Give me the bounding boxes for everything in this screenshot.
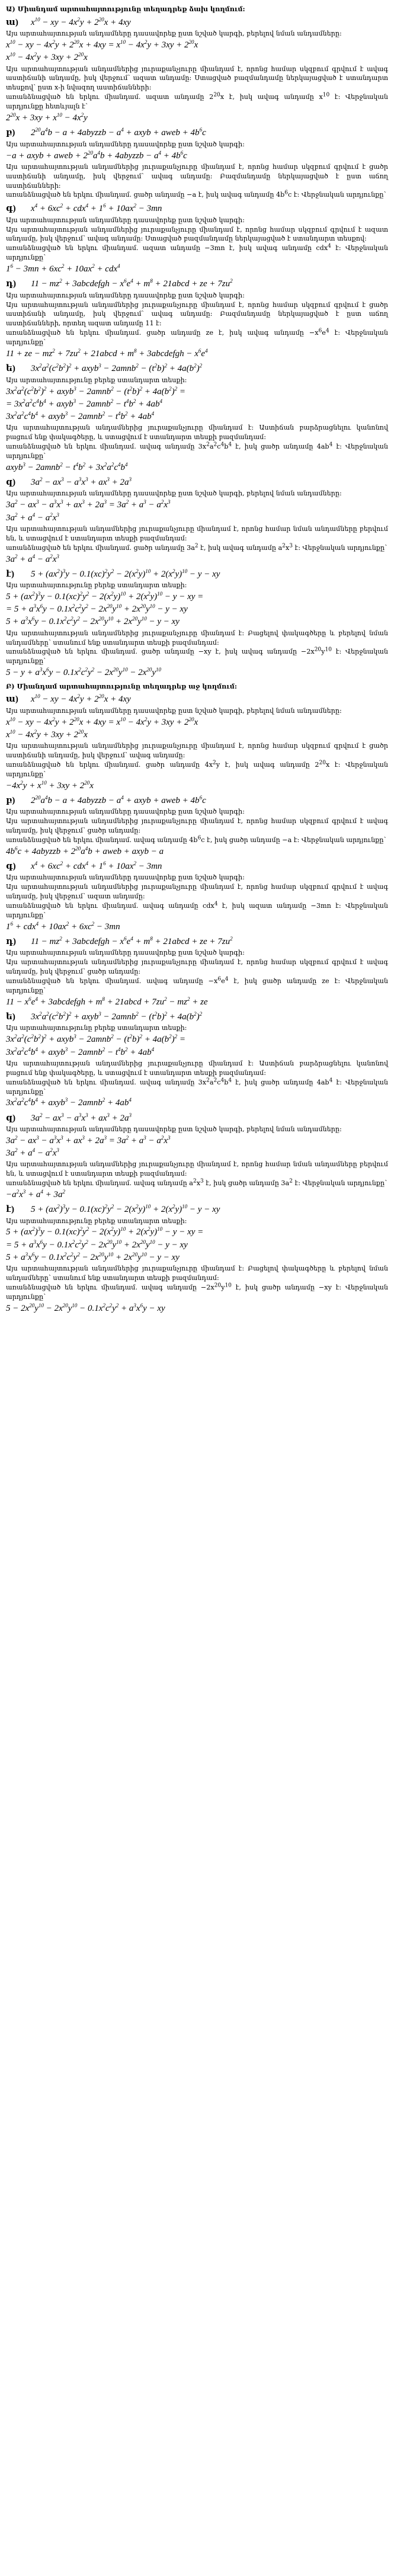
exercise-expression xyxy=(6,568,388,580)
solution-step: −a + axyb + aweb + $2^{20}a^4b$ + 4abyzzb − $a^4 + 4b^6c$ xyxy=(6,149,187,161)
exercise-label: բ) xyxy=(6,128,15,138)
final-result: $2^{20}x + 3xy + x^{10} - 4x^2y$ xyxy=(6,112,88,123)
explanation-text: Այս արտահայտության անդամներից յուրաքանչյուրը միանդամ է, որոնց համար սկզբում գրվում է ավագ աստիճանի անդամը, իսկ վերջում՝ ազատ անդամը: Ստացված բազմանդամը ներկայացված է ստանդարտ տեսքով՝ ըստ x-ի նվազող աստիճանների: xyxy=(6,65,388,92)
exercise-expression xyxy=(6,476,388,488)
final-result: $3x^2a^2c^4b^4$ + axyb$^3$ − 2amnb$^2$ + $4ab^4$ xyxy=(6,1097,132,1108)
solution-step: = $5 + a^3x^6y - 0.1x^2c^2y^2 - 2x^{20}y^{10} + 2x^{20}y^{10} - y$ − xy xyxy=(6,603,188,615)
explanation-text: Այս արտահայտության անդամներից յուրաքանչյուրը միանդամ է, որոնց համար նման անդամները բերվում են, և ստացվում է ստանդարտ տեսքի բազմանդամ: xyxy=(6,1160,388,1178)
explanation-text: Այս արտահայտության անդամներից յուրաքանչյուրը միանդամ է, որոնց համար սկզբում գրվում է ցածր աստիճանի անդամը, իսկ վերջում՝ ավագ անդամը: Բազմանդամը ներկայացված է ըստ աճող աստիճանների, որտեղ ազատ անդամը 11 է: xyxy=(6,300,388,328)
exercise-item xyxy=(6,693,388,792)
task-note: Այս արտահայտության անդամները դասավորեք ըստ նշված կարգի: xyxy=(6,873,245,882)
task-note: Այս արտահայտության անդամները դասավորեք ըստ նշված կարգի: xyxy=(6,949,245,957)
exercise-item xyxy=(6,1011,388,1109)
exercise-expression xyxy=(6,936,388,948)
exercise-expression xyxy=(6,1011,388,1023)
section xyxy=(6,682,388,1315)
exercise-label: գ) xyxy=(6,204,16,214)
expression-text: $3x^2a^2(c^2b^2)^2$ + axyb$^3$ − 2amnb$^2$ − $(t^2b)^2 + 4a(b^2)^2$ xyxy=(31,1011,203,1022)
exercise-expression xyxy=(6,363,388,375)
task-note: Այս արտահայտությունը բերեք ստանդարտ տեսքի: xyxy=(6,376,187,384)
task-note: Այս արտահայտության անդամները դասավորեք ըստ նշված կարգի, բերելով նման անդամները: xyxy=(6,1125,342,1133)
solution-step: = $5 + a^3x^6y - 0.1x^2c^2y^2 - 2x^{20}y^{10} + 2x^{20}y^{10} - y$ − xy xyxy=(6,1239,188,1250)
solution-step: $3x^2a^2c^4b^4$ + axyb$^3$ − 2amnb$^2$ − $t^4b^2 + 4ab^4$ xyxy=(6,1046,155,1057)
solution-step: $x^{10}$ − xy − $4x^2y + 2^{20}x + 4xy = x^{10} - 4x^2y + 3xy + 2^{20}x$ xyxy=(6,716,198,727)
solution-step: $5 + a^3x^6y - 0.1x^2c^2y^2 - 2x^{20}y^{10} + 2x^{20}y^{10} - y$ − xy xyxy=(6,1251,180,1262)
final-result: $11 - x^6e^4$ + 3abcdefgh + $m^8$ + 21abcd + $7zu^2 - mz^2$ + ze xyxy=(6,996,208,1007)
final-result: $-4x^2y + x^{10} + 3xy + 2^{20}x$ xyxy=(6,779,94,791)
exercise-item xyxy=(6,936,388,1008)
exercise-item xyxy=(6,1112,388,1201)
expression-text: $5 + (ax^2)^3y - 0.1(xc)^2y^2 - 2(x^2y)^{10} + 2(x^2y)^{10} - y$ − xy xyxy=(31,1204,220,1215)
final-result: $3a^2 + a^4 - a^2x^3$ xyxy=(6,553,59,564)
answer-note: առանձնացված են երկու միանդամ. ցածր անդամը $3a^2$ է, իսկ ավագ անդամը $a^2x^3$ է: Վերջնական արդյունքը՝ xyxy=(6,542,387,552)
exercise-expression xyxy=(6,693,388,705)
answer-note: առանձնացված են երկու միանդամ. ավագ անդամը $-x^6e^4$ է, իսկ ցածր անդամը ze է: Վերջնական արդյունքը՝ xyxy=(6,976,389,994)
solution-step: = $3x^2a^2c^4b^4$ + axyb$^3$ − 2amnb$^2$ − $t^4b^2 + 4ab^4$ xyxy=(6,398,163,409)
explanation-text: Այս արտահայտության անդամներից յուրաքանչյուրը միանդամ է: Բացելով փակագծերը և բերելով նման անդամները՝ ստանում ենք ստանդարտ տեսքի բազմանդամ: xyxy=(6,1265,388,1282)
exercise-label: դ) xyxy=(6,279,17,289)
exercise-label: դ) xyxy=(6,937,17,947)
final-result: $4b^6c$ + 4abyzzb + $2^{20}a^4b$ + aweb + axyb − a xyxy=(6,845,164,856)
answer-note: առանձնացված են երկու միանդամ. ազատ անդամը $2^{20}x$ է, իսկ ավագ անդամը $x^{10}$ է: Վերջնական արդյունքը հետևյալն է՝ xyxy=(6,92,389,111)
exercise-expression xyxy=(6,795,388,807)
answer-note: առանձնացված են երկու միանդամ. ավագ անդամը $4b^6c$ է, իսկ ցածր անդամը −a է: Վերջնական արդյունքը՝ xyxy=(6,835,386,844)
explanation-text: Այս արտահայտության անդամներից յուրաքանչյուրը միանդամ է, որոնց համար սկզբում գրվում է ցածր աստիճանի անդամը, իսկ վերջում՝ ավագ անդամը: xyxy=(6,742,388,759)
task-note: Այս արտահայտությունը բերեք ստանդարտ տեսքի: xyxy=(6,1024,187,1032)
exercise-label: է) xyxy=(6,569,14,579)
solution-step: $3x^2a^2(c^2b^2)^2$ + axyb$^3$ − 2amnb$^2$ − $(t^2b)^2 + 4a(b^2)^2$ = xyxy=(6,385,186,396)
exercise-expression xyxy=(6,1112,388,1124)
expression-text: $11 - mz^2$ + 3abcdefgh − $x^6e^4 + m^8$ + 21abcd + ze + $7zu^2$ xyxy=(31,936,233,947)
exercise-item xyxy=(6,860,388,933)
explanation-text: Այս արտահայտության անդամներից յուրաքանչյուրը միանդամ է, որոնց համար սկզբում գրվում է ազատ անդամը, իսկ վերջում՝ ավագ անդամը: Ստացված բազմանդամը ներկայացված է ստանդարտ տեսքով: xyxy=(6,225,388,243)
exercise-expression xyxy=(6,17,388,28)
explanation-text: Այս արտահայտության անդամներից յուրաքանչյուրը միանդամ է, որոնց համար սկզբում գրվում է ավագ անդամը, իսկ վերջում՝ ցածր անդամը: xyxy=(6,817,388,835)
task-note: Այս արտահայտությունը բերեք ստանդարտ տեսքի: xyxy=(6,581,187,589)
expression-text: $3a^2 - ax^3 - a^3x^3 + ax^3 + 2a^3$ xyxy=(31,476,132,488)
exercise-item xyxy=(6,203,388,275)
solution-step: $5 + (ax^2)^3y - 0.1(xc)^2y^2 - 2(x^2y)^{10} + 2(x^2y)^{10} - y$ − xy = xyxy=(6,590,204,601)
exercise-label: ա) xyxy=(6,17,18,27)
solution-step: $3a^2 - ax^3 - a^3x^3 + ax^3 + 2a^3 = 3a^2 + a^3 - a^2x^3$ xyxy=(6,499,171,510)
expression-text: $2^{20}a^4b - a$ + 4abyzzb − $a^4$ + axyb + aweb + $4b^6c$ xyxy=(31,127,206,138)
expression-text: $3x^2a^2(c^2b^2)^2$ + axyb$^3$ − 2amnb$^2$ − $(t^2b)^2 + 4a(b^2)^2$ xyxy=(31,363,203,374)
exercise-label: է) xyxy=(6,1205,14,1215)
solution-step: $x^{10}$ − xy − $4x^2y + 2^{20}x + 4xy = x^{10} - 4x^2y + 3xy + 2^{20}x$ xyxy=(6,39,198,50)
final-result: axyb$^3$ − 2amnb$^2$ − $t^4b^2 + 3x^2a^2c^4b^4$ xyxy=(6,461,128,472)
exercise-expression xyxy=(6,278,388,290)
solution-step: $x^{10} - 4x^2y + 3xy + 2^{20}x$ xyxy=(6,728,88,740)
answer-note: առանձնացված են երկու միանդամ. ավագ անդամը $3x^2a^2c^4b^4$ է, իսկ ցածր անդամը $4ab^4$ է: Վերջնական արդյունքը՝ xyxy=(6,441,388,460)
explanation-text: Այս արտահայտության անդամներից յուրաքանչյուրը միանդամ է, որոնց համար սկզբում գրվում է ցածր աստիճանի անդամը, իսկ վերջում՝ ավագ անդամը: Բազմանդամը ներկայացված է ըստ աճող աստիճանների: xyxy=(6,162,388,190)
final-result: $5 - 2x^{20}y^{10} - 2x^{20}y^{10} - 0.1x^2c^2y^2 + a^3x^6y$ − xy xyxy=(6,1302,165,1313)
answer-note: առանձնացված են երկու միանդամ. ավագ անդամը $-2x^{20}y^{10}$ է, իսկ ցածր անդամը −xy է: Վերջնական արդյունքը՝ xyxy=(6,1282,388,1301)
answer-note: առանձնացված են երկու միանդամ. ավագ անդամը cdx$^4$ է, իսկ ազատ անդամը −3mn է: Վերջնական արդյունքը՝ xyxy=(6,901,388,919)
explanation-text: Այս արտահայտության անդամներից յուրաքանչյուրը միանդամ է, որոնց համար սկզբում գրվում է ավագ անդամը, իսկ վերջում՝ ցածր անդամը: xyxy=(6,958,388,976)
answer-note: առանձնացված են երկու միանդամ. ավագ անդամը $3x^2a^2c^4b^4$ է, իսկ ցածր անդամը $4ab^4$ է: Վերջնական արդյունքը՝ xyxy=(6,1077,388,1096)
exercise-item xyxy=(6,476,388,565)
expression-text: $x^4 + 6xc^2 + cdx^4 + 1^6 + 10ax^2 - 3mn$ xyxy=(31,860,162,872)
answer-note: առանձնացված են երկու միանդամ. ցածր անդամը ze է, իսկ ավագ անդամը $-x^6e^4$ է: Վերջնական արդյունքը՝ xyxy=(6,328,389,347)
explanation-text: Այս արտահայտության անդամներից յուրաքանչյուրը միանդամ է: Բացելով փակագծերը և բերելով նման անդամները՝ ստանում ենք ստանդարտ տեսքի բազմանդամ: xyxy=(6,629,388,647)
solution-step: $3x^2a^2c^4b^4$ + axyb$^3$ − 2amnb$^2$ − $t^4b^2 + 4ab^4$ xyxy=(6,411,155,421)
answer-note: առանձնացված են երկու միանդամ. ցածր անդամը $4x^2y$ է, իսկ ավագ անդամը $2^{20}x$ է: Վերջնական արդյունքը՝ xyxy=(6,760,388,778)
answer-note: առանձնացված են երկու միանդամ. ազատ անդամը −3mn է, իսկ ավագ անդամը cdx$^4$ է: Վերջնական արդյունքը՝ xyxy=(6,243,388,262)
expression-text: $x^4 + 6xc^2 + cdx^4 + 1^6 + 10ax^2 - 3mn$ xyxy=(31,203,162,214)
answer-note: առանձնացված են երկու միանդամ. ցածր անդամը −xy է, իսկ ավագ անդամը $-2x^{20}y^{10}$ է: Վերջնական արդյունքը՝ xyxy=(6,647,388,665)
exercise-expression xyxy=(6,1204,388,1215)
exercise-item xyxy=(6,1204,388,1314)
task-note: Այս արտահայտության անդամները դասավորեք ըստ նշված կարգի: xyxy=(6,140,245,148)
solution-step: $3a^2 - ax^3 - a^3x^3 + ax^3 + 2a^3 = 3a^2 + a^3 - a^2x^3$ xyxy=(6,1134,171,1145)
task-note: Այս արտահայտության անդամները դասավորեք ըստ նշված կարգի, բերելով նման անդամները: xyxy=(6,30,342,38)
final-result: 11 + ze − $mz^2 + 7zu^2$ + 21abcd + $m^8$ + 3abcdefgh − $x^6e^4$ xyxy=(6,348,208,359)
task-note: Այս արտահայտությունը բերեք ստանդարտ տեսքի: xyxy=(6,1217,187,1225)
exercise-expression xyxy=(6,860,388,872)
final-result: $1^6 + cdx^4 + 10ax^2 + 6xc^2 - 3mn$ xyxy=(6,920,120,932)
expression-text: $11 - mz^2$ + 3abcdefgh − $x^6e^4 + m^8$ + 21abcd + ze + $7zu^2$ xyxy=(31,278,233,289)
final-result: $5 - y + a^3x^6y - 0.1x^2c^2y^2 - 2x^{20}y^{10} - 2x^{20}y^{10}$ xyxy=(6,667,162,678)
expression-text: $2^{20}a^4b - a$ + 4abyzzb − $a^4$ + axyb + aweb + $4b^6c$ xyxy=(31,794,206,805)
explanation-text: Այս արտահայտության անդամներից յուրաքանչյուրը միանդամ է: Աստիճան բարձրացնելու կանոնով բացում ենք փակագծերը, և ստացվում է ստանդարտ տեսքի բազմանդամ: xyxy=(6,1059,388,1077)
explanation-text: Այս արտահայտության անդամներից յուրաքանչյուրը միանդամ է, որոնց համար նման անդամները բերվում են, և ստացվում է ստանդարտ տեսքի բազմանդամ: xyxy=(6,524,388,542)
task-note: Այս արտահայտության անդամները դասավորեք ըստ նշված կարգի, բերելով նման անդամները: xyxy=(6,489,342,498)
exercise-label: ե) xyxy=(6,1012,15,1022)
solution-step: $3a^2 + a^4 - a^2x^3$ xyxy=(6,1147,59,1159)
final-result: $-a^2x^3 + a^4 + 3a^2$ xyxy=(6,1189,66,1200)
section-heading: Ա) Միանդամ արտահայտությունը տեղադրեք ձախ կողմում: xyxy=(6,5,245,13)
exercise-expression xyxy=(6,127,388,139)
solution-step: $5 + a^3x^6y - 0.1x^2c^2y^2 - 2x^{20}y^{10} + 2x^{20}y^{10} - y$ − xy xyxy=(6,616,180,627)
task-note: Այս արտահայտության անդամները դասավորեք ըստ նշված կարգի: xyxy=(6,808,245,816)
exercise-item xyxy=(6,568,388,679)
answer-note: առանձնացված են երկու միանդամ. ավագ անդամը $a^2x^3$ է, իսկ ցածր անդամը $3a^2$ է: Վերջնական արդյունքը՝ xyxy=(6,1178,387,1188)
section xyxy=(6,5,388,679)
solution-step: $x^{10} - 4x^2y + 3xy + 2^{20}x$ xyxy=(6,52,88,63)
exercise-item xyxy=(6,363,388,473)
solution-step: $5 + (ax^2)^3y - 0.1(xc)^2y^2 - 2(x^2y)^{10} + 2(x^2y)^{10} - y$ − xy = xyxy=(6,1226,204,1237)
task-note: Այս արտահայտության անդամները դասավորեք ըստ նշված կարգի, բերելով նման անդամները: xyxy=(6,706,342,715)
exercise-label: գ) xyxy=(6,862,16,872)
answer-note: առանձնացված են երկու միանդամ. ցածր անդամը −a է, իսկ ավագ անդամը $4b^6c$ է: Վերջնական արդյունքը՝ xyxy=(6,190,386,199)
exercise-label: ա) xyxy=(6,695,18,705)
solution-step: $3a^2 + a^4 - a^2x^3$ xyxy=(6,511,59,523)
exercise-item xyxy=(6,17,388,124)
exercise-item xyxy=(6,795,388,857)
final-result: $1^6 - 3mn + 6xc^2 + 10ax^2 + cdx^4$ xyxy=(6,263,120,274)
exercise-label: զ) xyxy=(6,478,16,488)
exercise-label: զ) xyxy=(6,1113,16,1123)
solution-step: $3x^2a^2(c^2b^2)^2$ + axyb$^3$ − 2amnb$^2$ − $(t^2b)^2 + 4a(b^2)^2$ = xyxy=(6,1033,186,1045)
expression-text: $x^{10}$ − xy − $4x^2y + 2^{20}x + 4xy$ xyxy=(31,693,131,705)
task-note: Այս արտահայտության անդամները դասավորեք ըստ նշված կարգի: xyxy=(6,291,245,299)
expression-text: $x^{10}$ − xy − $4x^2y + 2^{20}x + 4xy$ xyxy=(31,16,131,27)
exercise-item xyxy=(6,127,388,200)
explanation-text: Այս արտահայտության անդամներից յուրաքանչյուրը միանդամ է, որոնց համար սկզբում գրվում է ավագ անդամը, իսկ վերջում՝ ազատ անդամը: xyxy=(6,883,388,901)
expression-text: $5 + (ax^2)^3y - 0.1(xc)^2y^2 - 2(x^2y)^{10} + 2(x^2y)^{10} - y$ − xy xyxy=(31,568,220,579)
expression-text: $3a^2 - ax^3 - a^3x^3 + ax^3 + 2a^3$ xyxy=(31,1112,132,1123)
exercise-label: ե) xyxy=(6,364,15,374)
explanation-text: Այս արտահայտության անդամներից յուրաքանչյուրը միանդամ է: Աստիճան բարձրացնելու կանոնով բացում ենք փակագծերը, և ստացվում է ստանդարտ տեսքի բազմանդամ: xyxy=(6,424,388,441)
exercise-label: բ) xyxy=(6,795,15,805)
section-heading: Բ) Միանդամ արտահայտությունը տեղադրեք աջ կողմում: xyxy=(6,681,238,690)
exercise-item xyxy=(6,278,388,360)
exercise-expression xyxy=(6,203,388,215)
task-note: Այս արտահայտության անդամները դասավորեք ըստ նշված կարգի: xyxy=(6,216,245,224)
